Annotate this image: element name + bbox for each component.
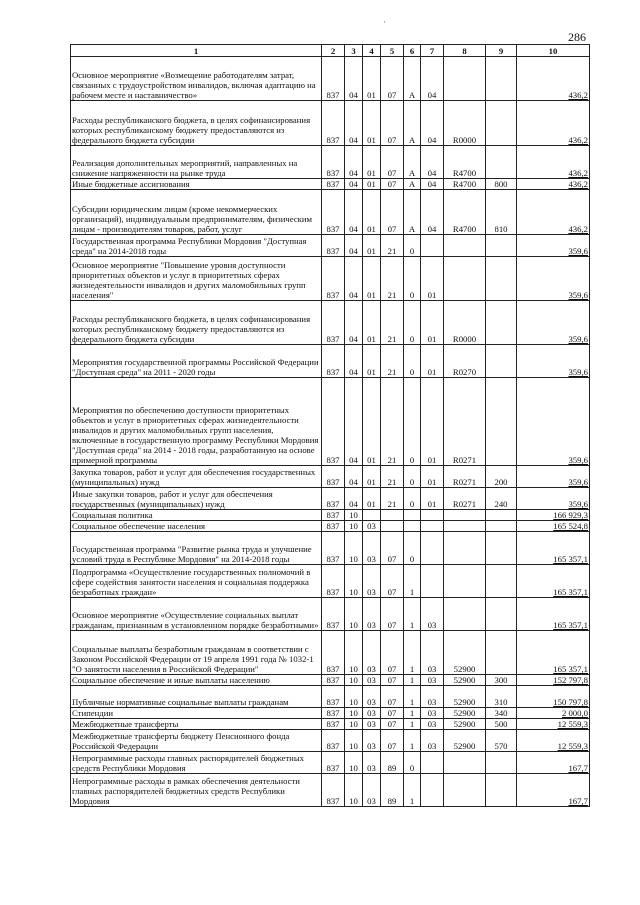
row-code-3: 10 (345, 708, 363, 719)
header-col-6: 6 (404, 45, 421, 57)
row-code-8: 52900 (444, 686, 486, 708)
row-code-4: 01 (363, 146, 381, 179)
row-amount: 150 797,8 (517, 686, 590, 708)
row-code-6: 0 (404, 345, 421, 378)
row-code-6: 0 (404, 752, 421, 774)
table-row (71, 57, 590, 101)
header-col-5: 5 (381, 45, 404, 57)
table-row (71, 598, 590, 631)
table-row (71, 466, 590, 488)
row-code-2: 837 (322, 708, 345, 719)
row-name: Социальные выплаты безработным гражданам в соответствии с Законом Российской Федерации от 19 апреля 1991 года № 1032-1 "О занятости населения в Российской Федерации" (71, 631, 322, 675)
row-code-6 (404, 521, 421, 532)
header-col-4: 4 (363, 45, 381, 57)
row-code-4: 01 (363, 466, 381, 488)
row-code-5: 21 (381, 488, 404, 510)
row-code-4: 03 (363, 675, 381, 686)
row-code-2: 837 (322, 345, 345, 378)
row-code-9 (486, 510, 517, 521)
row-code-7: 03 (421, 631, 444, 675)
row-code-4: 01 (363, 235, 381, 257)
row-name: Закупка товаров, работ и услуг для обеспечения государственных (муниципальных) нужд (71, 466, 322, 488)
row-code-5: 89 (381, 774, 404, 807)
table-row (71, 774, 590, 807)
row-code-9: 570 (486, 730, 517, 752)
row-code-4: 01 (363, 301, 381, 345)
row-amount: 2 000,0 (517, 708, 590, 719)
row-code-5: 21 (381, 235, 404, 257)
row-code-6: 1 (404, 708, 421, 719)
row-code-7: 01 (421, 378, 444, 466)
header-col-3: 3 (345, 45, 363, 57)
row-name: Реализация дополнительных мероприятий, направленных на снижение напряженности на рынке труда (71, 146, 322, 179)
row-name: Субсидии юридическим лицам (кроме некоммерческих организаций), индивидуальным предпринимателям, физическим лицам - производителям товаров, работ, услуг (71, 190, 322, 235)
row-code-8 (444, 235, 486, 257)
row-code-6: А (404, 57, 421, 101)
row-amount: 165 357,1 (517, 598, 590, 631)
row-code-9 (486, 521, 517, 532)
row-code-3: 10 (345, 675, 363, 686)
row-code-7 (421, 521, 444, 532)
table-row (71, 179, 590, 190)
row-name: Расходы республиканского бюджета, в целях софинансирования которых республиканскому бюджету предоставляются из федерального бюджета субсидии (71, 301, 322, 345)
row-amount: 167,7 (517, 752, 590, 774)
row-code-3: 04 (345, 179, 363, 190)
table-row (71, 521, 590, 532)
row-amount: 152 797,8 (517, 675, 590, 686)
row-code-9: 340 (486, 708, 517, 719)
row-code-5: 21 (381, 466, 404, 488)
row-code-3: 04 (345, 378, 363, 466)
row-code-3: 10 (345, 510, 363, 521)
table-row (71, 257, 590, 301)
row-code-7: 04 (421, 190, 444, 235)
row-code-3: 04 (345, 466, 363, 488)
row-code-3: 04 (345, 301, 363, 345)
row-code-8: 52900 (444, 675, 486, 686)
row-code-3: 04 (345, 190, 363, 235)
row-code-5: 07 (381, 708, 404, 719)
row-code-7: 01 (421, 488, 444, 510)
header-col-2: 2 (322, 45, 345, 57)
row-code-2: 837 (322, 190, 345, 235)
row-code-6: 0 (404, 301, 421, 345)
row-code-9 (486, 532, 517, 565)
row-amount: 165 524,8 (517, 521, 590, 532)
table-row (71, 488, 590, 510)
row-amount: 165 357,1 (517, 631, 590, 675)
row-name: Мероприятия по обеспечению доступности приоритетных объектов и услуг в приоритетных сферах жизнедеятельности инвалидов и других маломобильных групп населения, включенные в государственную программу Республики Мордовия "Доступная среда" на 2014 - 2018 годы, разработанную на основе примерной программы (71, 378, 322, 466)
row-name: Непрограммные расходы в рамках обеспечения деятельности главных распорядителей бюджетных средств Республики Мордовия (71, 774, 322, 807)
row-code-9 (486, 146, 517, 179)
row-amount: 165 357,1 (517, 532, 590, 565)
table-row (71, 378, 590, 466)
row-code-6: А (404, 146, 421, 179)
row-code-2: 837 (322, 565, 345, 598)
row-code-7: 04 (421, 146, 444, 179)
row-name: Социальное обеспечение населения (71, 521, 322, 532)
row-code-2: 837 (322, 675, 345, 686)
row-code-3: 10 (345, 565, 363, 598)
row-code-2: 837 (322, 521, 345, 532)
row-code-8 (444, 57, 486, 101)
row-name: Основное мероприятие «Осуществление социальных выплат гражданам, признанным в установленном порядке безработными» (71, 598, 322, 631)
row-name: Иные закупки товаров, работ и услуг для обеспечения государственных (муниципальных) нужд (71, 488, 322, 510)
row-amount: 12 559,3 (517, 730, 590, 752)
row-code-9: 200 (486, 466, 517, 488)
row-amount: 359,6 (517, 488, 590, 510)
table-row (71, 190, 590, 235)
row-code-4: 01 (363, 101, 381, 146)
row-code-9 (486, 345, 517, 378)
row-code-5: 07 (381, 675, 404, 686)
row-code-6: 1 (404, 631, 421, 675)
row-code-9 (486, 57, 517, 101)
row-name: Государственная программа "Развитие рынка труда и улучшение условий труда в Республике Мордовия" на 2014-2018 годы (71, 532, 322, 565)
table-row (71, 565, 590, 598)
row-code-8 (444, 510, 486, 521)
row-code-2: 837 (322, 101, 345, 146)
row-code-2: 837 (322, 146, 345, 179)
row-code-5: 07 (381, 146, 404, 179)
row-code-2: 837 (322, 235, 345, 257)
header-col-9: 9 (486, 45, 517, 57)
row-code-4: 01 (363, 488, 381, 510)
row-code-9: 310 (486, 686, 517, 708)
row-amount: 359,6 (517, 466, 590, 488)
row-code-8: R0000 (444, 301, 486, 345)
row-code-8: 52900 (444, 631, 486, 675)
row-code-4: 01 (363, 345, 381, 378)
row-name: Расходы республиканского бюджета, в целях софинансирования которых республиканскому бюджету предоставляются из федерального бюджета субсидии (71, 101, 322, 146)
row-name: Социальное обеспечение и иные выплаты населению (71, 675, 322, 686)
row-code-4: 03 (363, 774, 381, 807)
budget-table (70, 44, 590, 807)
row-code-5: 89 (381, 752, 404, 774)
row-code-2: 837 (322, 378, 345, 466)
row-code-7: 01 (421, 345, 444, 378)
table-row (71, 510, 590, 521)
row-code-7 (421, 752, 444, 774)
row-code-4: 03 (363, 565, 381, 598)
row-code-3: 04 (345, 345, 363, 378)
row-code-2: 837 (322, 466, 345, 488)
row-code-5: 07 (381, 686, 404, 708)
row-code-4: 03 (363, 708, 381, 719)
row-code-2: 837 (322, 257, 345, 301)
row-code-9: 240 (486, 488, 517, 510)
row-amount: 436,2 (517, 146, 590, 179)
row-code-9 (486, 101, 517, 146)
row-code-6 (404, 510, 421, 521)
row-amount: 436,2 (517, 190, 590, 235)
row-code-6: А (404, 101, 421, 146)
row-name: Основное мероприятие «Возмещение работодателям затрат, связанных с трудоустройством инвалидов, включая адаптацию на рабочем месте и наставничество» (71, 57, 322, 101)
row-code-5 (381, 510, 404, 521)
header-row (71, 45, 590, 57)
header-col-1: 1 (71, 45, 322, 57)
row-code-7 (421, 235, 444, 257)
row-code-9 (486, 774, 517, 807)
row-code-6: 1 (404, 686, 421, 708)
header-col-10: 10 (517, 45, 590, 57)
row-code-5: 21 (381, 257, 404, 301)
header-col-7: 7 (421, 45, 444, 57)
row-code-8: R0271 (444, 488, 486, 510)
row-code-4: 03 (363, 719, 381, 730)
row-code-6: 0 (404, 466, 421, 488)
row-code-5: 07 (381, 179, 404, 190)
row-code-5: 07 (381, 730, 404, 752)
row-code-8: R0271 (444, 466, 486, 488)
table-row (71, 235, 590, 257)
row-amount: 165 357,1 (517, 565, 590, 598)
row-amount: 166 929,3 (517, 510, 590, 521)
row-code-2: 837 (322, 532, 345, 565)
row-code-9 (486, 378, 517, 466)
row-code-8 (444, 521, 486, 532)
row-code-5: 07 (381, 532, 404, 565)
row-amount: 167,7 (517, 774, 590, 807)
row-code-7: 03 (421, 708, 444, 719)
row-code-2: 837 (322, 752, 345, 774)
table-row (71, 301, 590, 345)
row-code-6: 1 (404, 675, 421, 686)
row-code-9 (486, 235, 517, 257)
row-code-3: 10 (345, 521, 363, 532)
row-code-8 (444, 257, 486, 301)
row-code-4: 01 (363, 257, 381, 301)
row-amount: 436,2 (517, 101, 590, 146)
row-code-9: 500 (486, 719, 517, 730)
row-code-3: 10 (345, 752, 363, 774)
row-code-6: 0 (404, 532, 421, 565)
table-row (71, 675, 590, 686)
row-code-2: 837 (322, 631, 345, 675)
row-amount: 436,2 (517, 179, 590, 190)
row-code-3: 04 (345, 101, 363, 146)
row-code-2: 837 (322, 598, 345, 631)
row-code-5: 07 (381, 101, 404, 146)
row-code-7: 04 (421, 101, 444, 146)
table-row (71, 631, 590, 675)
row-code-4: 01 (363, 179, 381, 190)
row-code-7: 01 (421, 466, 444, 488)
header-col-8: 8 (444, 45, 486, 57)
row-code-5: 07 (381, 719, 404, 730)
row-code-2: 837 (322, 719, 345, 730)
row-code-5: 07 (381, 190, 404, 235)
row-code-4: 01 (363, 190, 381, 235)
row-code-8: R4700 (444, 179, 486, 190)
row-code-9 (486, 301, 517, 345)
row-code-9 (486, 752, 517, 774)
table-row (71, 730, 590, 752)
row-code-6: 0 (404, 235, 421, 257)
row-code-9: 800 (486, 179, 517, 190)
row-amount: 359,6 (517, 257, 590, 301)
row-code-3: 04 (345, 488, 363, 510)
row-code-7: 03 (421, 675, 444, 686)
row-amount: 359,6 (517, 345, 590, 378)
row-code-7: 03 (421, 598, 444, 631)
row-name: Социальная политика (71, 510, 322, 521)
row-code-4: 03 (363, 521, 381, 532)
page-number: 286 (568, 30, 586, 44)
row-code-8: R4700 (444, 146, 486, 179)
row-code-4: 03 (363, 598, 381, 631)
row-code-8: 52900 (444, 719, 486, 730)
row-code-5: 07 (381, 598, 404, 631)
row-code-2: 837 (322, 686, 345, 708)
row-code-2: 837 (322, 301, 345, 345)
row-name: Подпрограмма «Осуществление государственных полномочий в сфере содействия занятости населения и социальная поддержка безработных граждан» (71, 565, 322, 598)
row-name: Иные бюджетные ассигнования (71, 179, 322, 190)
row-code-3: 10 (345, 631, 363, 675)
row-code-7: 03 (421, 730, 444, 752)
row-code-4: 01 (363, 378, 381, 466)
row-code-3: 10 (345, 686, 363, 708)
row-amount: 359,6 (517, 301, 590, 345)
row-code-4: 03 (363, 752, 381, 774)
row-code-8: R0270 (444, 345, 486, 378)
row-name: Непрограммные расходы главных распорядителей бюджетных средств Республики Мордовия (71, 752, 322, 774)
row-code-3: 04 (345, 257, 363, 301)
row-code-8: 52900 (444, 708, 486, 719)
row-code-6: 1 (404, 565, 421, 598)
row-code-4: 03 (363, 532, 381, 565)
row-amount: 436,2 (517, 57, 590, 101)
row-code-6: 1 (404, 719, 421, 730)
row-code-5 (381, 521, 404, 532)
row-code-7: 04 (421, 179, 444, 190)
row-code-5: 21 (381, 301, 404, 345)
row-code-3: 10 (345, 774, 363, 807)
row-code-8 (444, 565, 486, 598)
scan-dot: · (383, 17, 386, 27)
row-code-9: 810 (486, 190, 517, 235)
row-code-8 (444, 752, 486, 774)
table-row (71, 532, 590, 565)
row-code-4: 03 (363, 686, 381, 708)
row-code-5: 21 (381, 345, 404, 378)
table-row (71, 719, 590, 730)
row-code-9: 300 (486, 675, 517, 686)
row-code-7 (421, 510, 444, 521)
row-code-3: 10 (345, 719, 363, 730)
row-code-2: 837 (322, 510, 345, 521)
table-row (71, 752, 590, 774)
row-code-8: 52900 (444, 730, 486, 752)
row-code-6: 1 (404, 730, 421, 752)
row-name: Публичные нормативные социальные выплаты гражданам (71, 686, 322, 708)
row-code-2: 837 (322, 774, 345, 807)
row-code-7: 04 (421, 57, 444, 101)
row-code-5: 21 (381, 378, 404, 466)
row-code-8 (444, 532, 486, 565)
row-code-3: 04 (345, 57, 363, 101)
row-code-6: 0 (404, 257, 421, 301)
table-row (71, 101, 590, 146)
row-amount: 359,6 (517, 235, 590, 257)
row-code-9 (486, 598, 517, 631)
row-code-2: 837 (322, 179, 345, 190)
table-row (71, 345, 590, 378)
row-code-6: 0 (404, 378, 421, 466)
row-code-7 (421, 532, 444, 565)
table-row (71, 146, 590, 179)
row-code-7 (421, 565, 444, 598)
row-code-3: 10 (345, 730, 363, 752)
row-code-5: 07 (381, 631, 404, 675)
row-name: Мероприятия государственной программы Российской Федерации "Доступная среда" на 2011 - 2020 годы (71, 345, 322, 378)
row-amount: 12 559,3 (517, 719, 590, 730)
row-code-8: R4700 (444, 190, 486, 235)
row-code-7: 01 (421, 257, 444, 301)
row-code-3: 10 (345, 532, 363, 565)
table-row (71, 686, 590, 708)
row-amount: 359,6 (517, 378, 590, 466)
row-code-5: 07 (381, 57, 404, 101)
row-code-8: R0000 (444, 101, 486, 146)
row-name: Основное мероприятие "Повышение уровня доступности приоритетных объектов и услуг в приоритетных сферах жизнедеятельности инвалидов и других маломобильных групп населения" (71, 257, 322, 301)
row-code-7: 03 (421, 686, 444, 708)
row-code-4 (363, 510, 381, 521)
table-row (71, 708, 590, 719)
row-code-7: 01 (421, 301, 444, 345)
row-code-6: 1 (404, 598, 421, 631)
row-code-6: 1 (404, 774, 421, 807)
row-code-6: А (404, 190, 421, 235)
row-code-2: 837 (322, 488, 345, 510)
row-code-8: R0271 (444, 378, 486, 466)
row-name: Государственная программа Республики Мордовия "Доступная среда" на 2014-2018 годы (71, 235, 322, 257)
row-name: Стипендии (71, 708, 322, 719)
row-code-3: 04 (345, 146, 363, 179)
row-code-4: 03 (363, 730, 381, 752)
row-code-9 (486, 565, 517, 598)
row-code-9 (486, 257, 517, 301)
row-code-8 (444, 774, 486, 807)
row-code-7: 03 (421, 719, 444, 730)
row-code-9 (486, 631, 517, 675)
row-code-5: 07 (381, 565, 404, 598)
row-code-4: 03 (363, 631, 381, 675)
row-code-3: 10 (345, 598, 363, 631)
row-code-6: А (404, 179, 421, 190)
row-code-2: 837 (322, 730, 345, 752)
row-code-4: 01 (363, 57, 381, 101)
row-code-2: 837 (322, 57, 345, 101)
row-name: Межбюджетные трансферты бюджету Пенсионного фонда Российской Федерации (71, 730, 322, 752)
row-code-6: 0 (404, 488, 421, 510)
row-code-7 (421, 774, 444, 807)
row-code-3: 04 (345, 235, 363, 257)
row-name: Межбюджетные трансферты (71, 719, 322, 730)
row-code-8 (444, 598, 486, 631)
